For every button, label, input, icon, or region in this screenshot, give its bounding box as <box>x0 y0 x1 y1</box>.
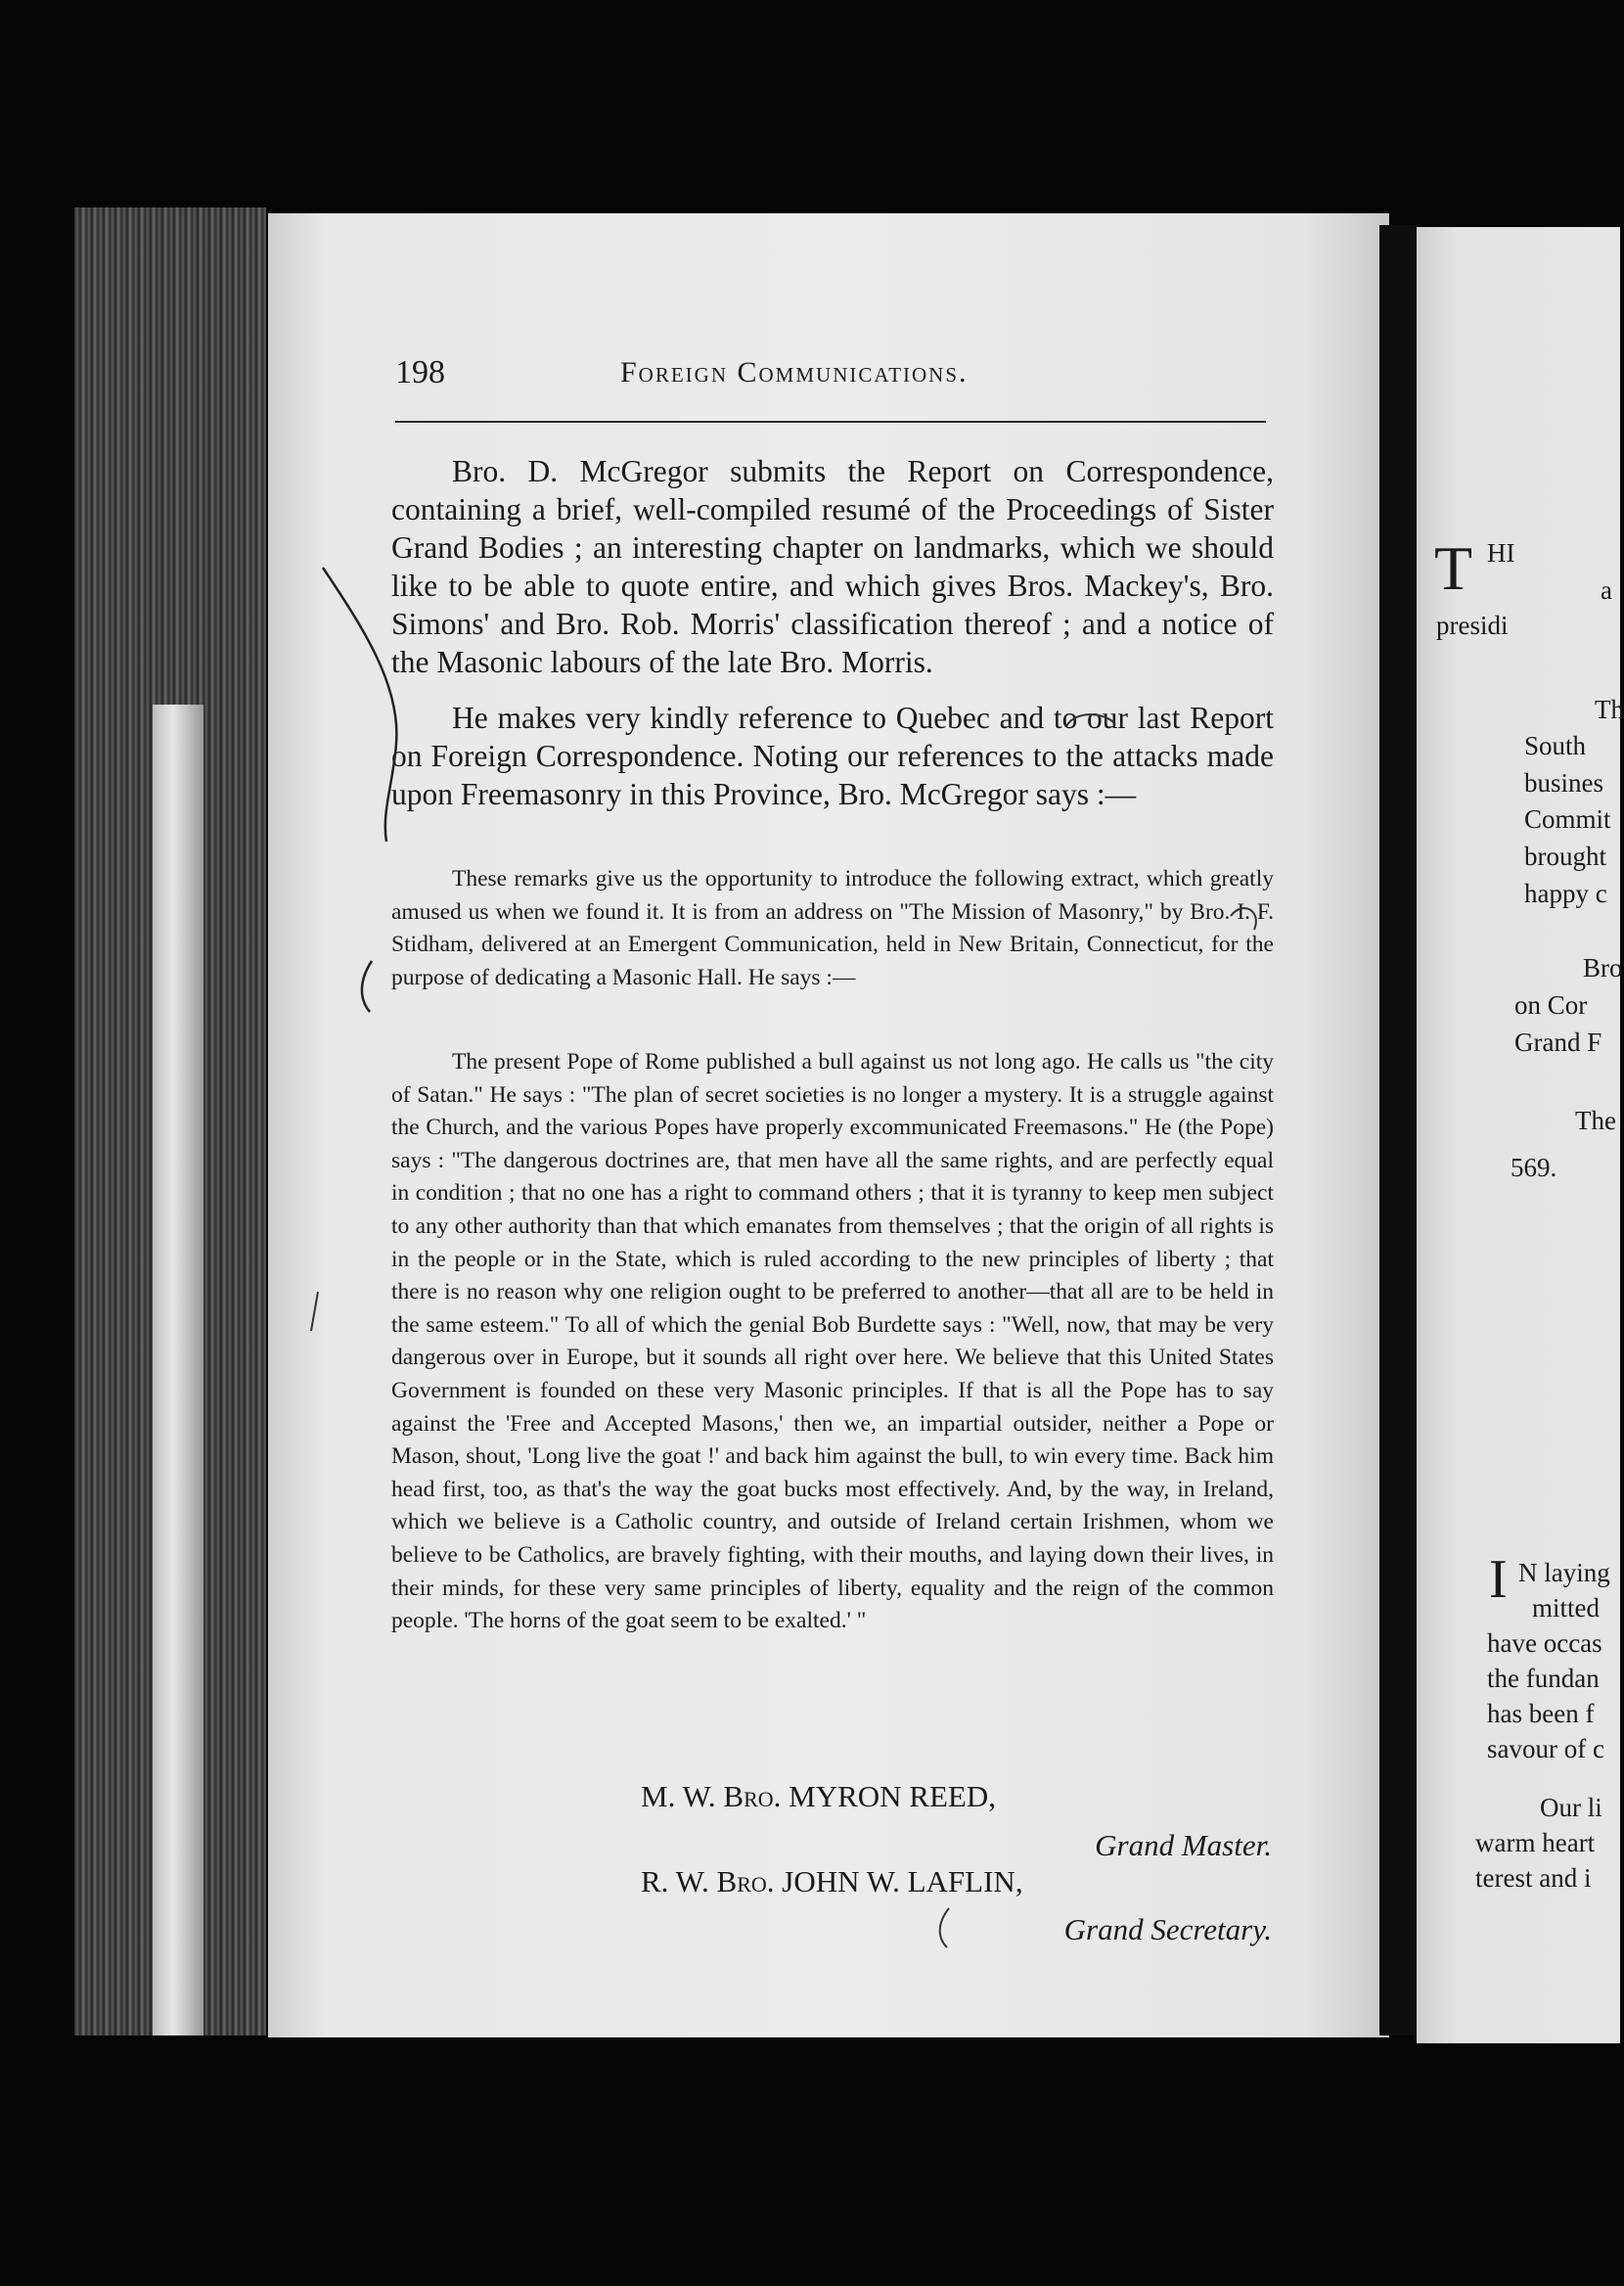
right-line: has been f <box>1487 1699 1595 1728</box>
right-line: presidi <box>1436 611 1509 640</box>
right-line: Th <box>1595 695 1624 724</box>
quote-text: The present Pope of Rome published a bull against us not long ago. He calls us "the city of Satan." He says : "The plan of secret societies is no longer a mystery. It is a struggle against the Church, and the various Popes have properly excommunicated Freemasons." He (the Pope) says : "The dangerous doctrines are, that men have all the same rights, and are perfectly equal in condition ; that no one has a right to command others ; that it is tyranny to keep men subject to any other authority than that which emanates from themselves ; that the origin of all rights is in the people or in the State, which is ruled according to the new principles of liberty ; that there is no reason why one religion ought to be preferred to another—that all are to be held in the same esteem." To all of which the genial Bob Burdette says : "Well, now, that may be very dangerous over in Europe, but it sounds all right over here. We believe that this United States Government is founded on these very Masonic principles. If that is all the Pope has to say against the 'Free and Accepted Masons,' then we, an impartial outsider, neither a Pope or Mason, shout, 'Long live the goat !' and back him against the bull, to win every time. Back him head first, too, as that's the way the goat bucks most effectively. And, by the way, in Ireland, which we believe is a Catholic country, and outside of Ireland certain Irishmen, whom we believe to be Catholics, are bravely fighting, with their mouths, and laying down their lives, in their minds, for these very same principles of liberty, equality and the reign of the common people. 'The horns of the goat seem to be exalted.' " <box>391 1049 1274 1634</box>
running-head-title: Foreign Communications. <box>620 356 969 389</box>
right-line: N laying <box>1518 1558 1610 1587</box>
right-line: a <box>1601 575 1612 605</box>
stray-mark <box>311 1292 318 1331</box>
right-line: South <box>1524 731 1587 760</box>
right-line: 569. <box>1511 1153 1557 1182</box>
signature-name: M. W. Bro. MYRON REED, <box>641 1779 996 1813</box>
right-line: The <box>1575 1106 1616 1135</box>
page-number: 198 <box>395 354 445 390</box>
signature-name: R. W. Bro. JOHN W. LAFLIN, <box>641 1864 1023 1898</box>
right-line: the fundan <box>1487 1664 1600 1693</box>
drop-cap-i: I <box>1489 1549 1508 1610</box>
paragraph-text: Bro. D. McGregor submits the Report on Correspondence, containing a brief, well-compiled resumé of the Proceedings of Sister Grand Bodies ; an interesting chapter on landmarks, which we should like to be able to quote entire, and which gives Bros. Mackey's, Bro. Simons' and Bro. Rob. Morris' classification thereof ; and a notice of the Masonic labours of the late Bro. Morris. <box>391 454 1274 679</box>
right-line: terest and i <box>1475 1863 1592 1893</box>
right-line: Commit <box>1524 804 1611 834</box>
scribble-mark <box>1231 908 1256 930</box>
quote-text: These remarks give us the opportunity to introduce the following extract, which greatly amused us when we found it. It is from an address on "The Mission of Masonry," by Bro. I. F. Stidham, delivered at an Emergent Communication, held in New Britain, Connecticut, for the purpose of dedicating a Masonic Hall. He says :— <box>391 866 1274 990</box>
right-line: warm heart <box>1475 1828 1596 1857</box>
right-line: HI <box>1487 538 1515 568</box>
margin-bracket-mark <box>323 568 396 842</box>
right-line: savour of c <box>1487 1734 1604 1763</box>
right-line: have occas <box>1487 1628 1602 1658</box>
right-line: happy c <box>1524 879 1607 908</box>
right-line: brought <box>1524 842 1606 871</box>
drop-cap-t: T <box>1434 533 1473 603</box>
signature-title: Grand Secretary. <box>1063 1912 1272 1946</box>
paragraph-text: He makes very kindly reference to Quebec and to our last Report on Foreign Correspondence. Noting our references to the attacks made upon Freemasonry in this Province, Bro. McGregor says :— <box>391 701 1274 811</box>
right-line: mitted <box>1532 1593 1600 1623</box>
margin-paren-mark <box>362 961 372 1012</box>
right-line: Grand F <box>1514 1028 1602 1057</box>
signature-title: Grand Master. <box>1095 1828 1272 1862</box>
right-line: busines <box>1524 768 1603 798</box>
paren-mark <box>940 1908 949 1947</box>
scribble-mark <box>1066 714 1115 726</box>
right-line: Our li <box>1540 1793 1602 1822</box>
right-line: on Cor <box>1514 990 1588 1020</box>
right-line: Bro <box>1583 953 1623 983</box>
